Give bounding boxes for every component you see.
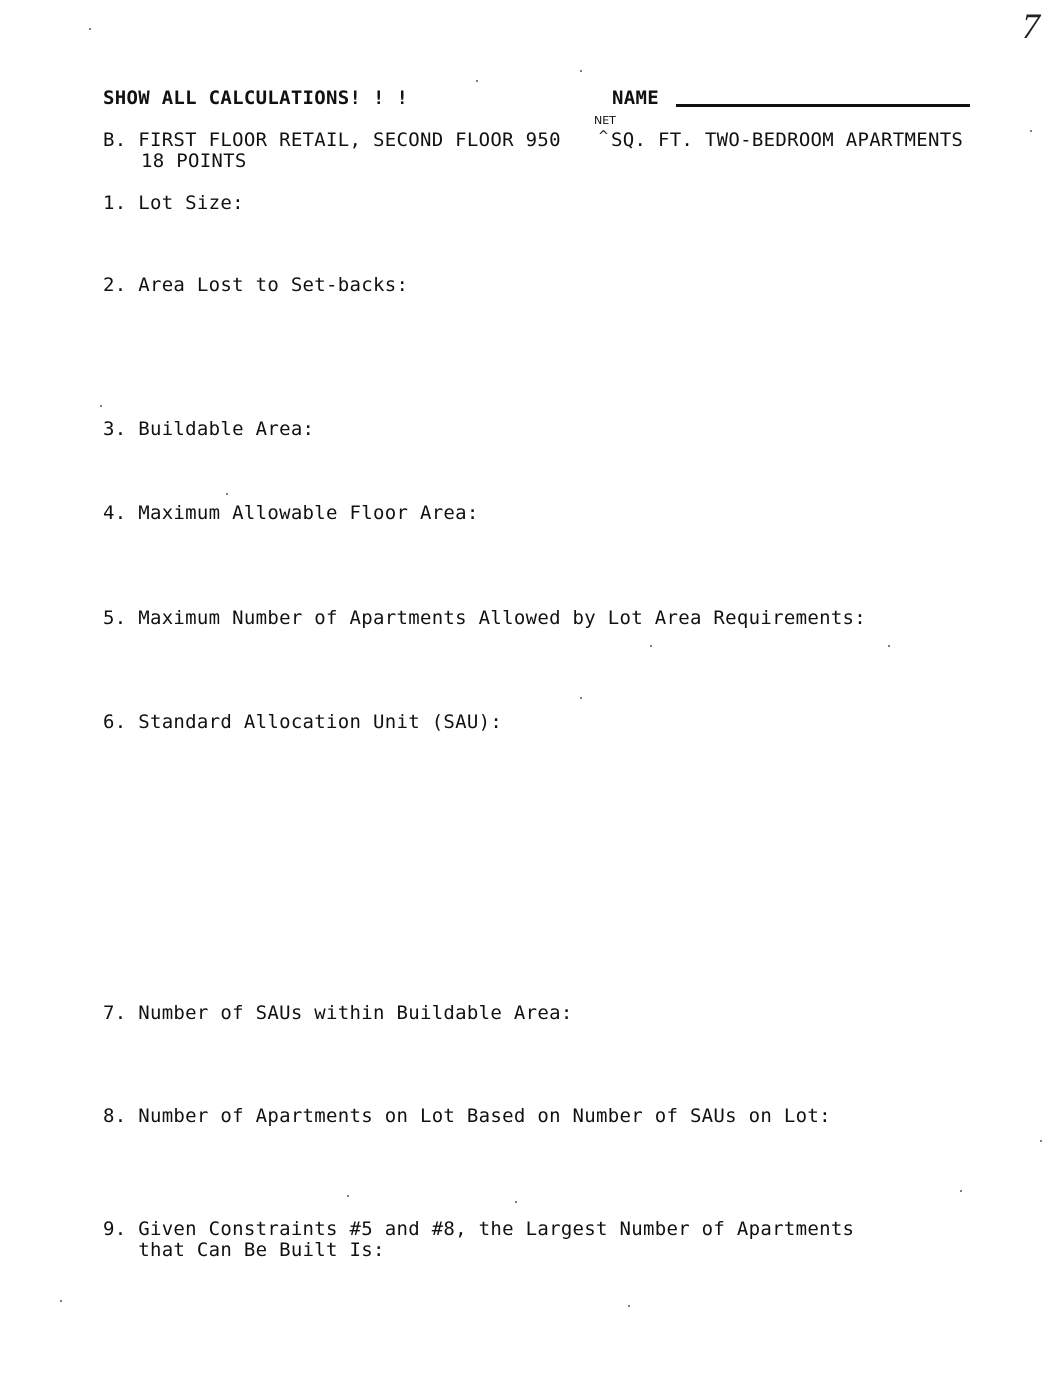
scan-speck — [60, 1300, 62, 1302]
question-2: 2. Area Lost to Set-backs: — [103, 274, 409, 296]
question-4: 4. Maximum Allowable Floor Area: — [103, 502, 479, 524]
section-title-post: SQ. FT. TWO-BEDROOM APARTMENTS — [611, 129, 964, 151]
scan-speck — [1030, 130, 1032, 132]
scan-speck — [1040, 1140, 1042, 1142]
net-insertion: NET — [594, 114, 616, 127]
insertion-caret-icon: ^ — [598, 129, 609, 144]
section-title-pre: B. FIRST FLOOR RETAIL, SECOND FLOOR 950 — [103, 129, 561, 151]
section-points: 18 POINTS — [141, 150, 247, 172]
question-8: 8. Number of Apartments on Lot Based on Number of SAUs on Lot: — [103, 1105, 831, 1127]
question-7: 7. Number of SAUs within Buildable Area: — [103, 1002, 573, 1024]
scan-speck — [476, 80, 478, 82]
question-1: 1. Lot Size: — [103, 192, 244, 214]
question-9-line-1: 9. Given Constraints #5 and #8, the Largest Number of Apartments — [103, 1218, 855, 1240]
scan-speck — [580, 697, 582, 699]
question-9-line-2: that Can Be Built Is: — [103, 1239, 385, 1261]
scan-speck — [347, 1195, 349, 1197]
scan-speck — [888, 645, 890, 647]
question-5: 5. Maximum Number of Apartments Allowed by Lot Area Requirements: — [103, 607, 867, 629]
scan-speck — [89, 28, 91, 30]
scan-speck — [580, 70, 582, 72]
question-3: 3. Buildable Area: — [103, 418, 315, 440]
scan-speck — [650, 645, 652, 647]
instruction-heading: SHOW ALL CALCULATIONS! ! ! — [103, 87, 409, 109]
scan-speck — [960, 1190, 962, 1192]
name-label: NAME — [612, 87, 659, 109]
scan-speck — [100, 405, 102, 407]
name-blank-line — [676, 104, 970, 107]
scan-speck — [628, 1305, 630, 1307]
question-6: 6. Standard Allocation Unit (SAU): — [103, 711, 503, 733]
scan-speck — [515, 1201, 517, 1203]
scan-speck — [226, 493, 228, 495]
page-number: 7 — [1022, 6, 1040, 46]
